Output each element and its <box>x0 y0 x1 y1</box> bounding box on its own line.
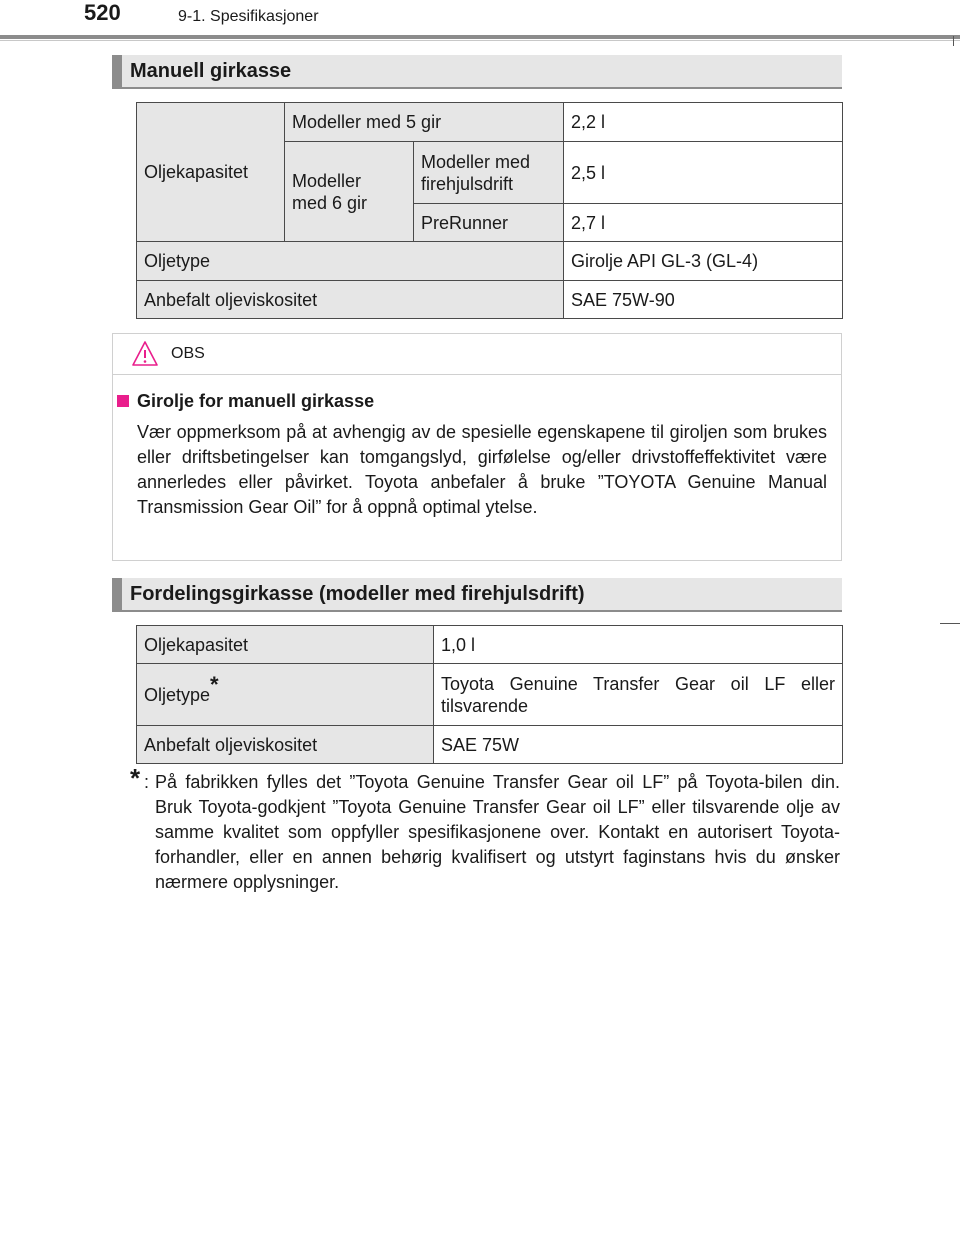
section-title-text: Manuell girkasse <box>130 60 292 82</box>
oil-capacity-label: Oljekapasitet <box>137 103 285 242</box>
notice-label: OBS <box>171 345 205 362</box>
viscosity-label: Anbefalt oljeviskositet <box>137 281 564 319</box>
chapter-title: 9-1. Spesifikasjoner <box>178 8 319 25</box>
tc-oil-capacity-label: Oljekapasitet <box>137 626 434 664</box>
manual-gearbox-table <box>136 102 843 319</box>
tc-oil-type-label: Oljetype <box>144 684 211 705</box>
awd-label: Modeller med firehjulsdrift <box>414 142 564 204</box>
tc-oil-type-cell <box>137 664 434 726</box>
tc-viscosity-label: Anbefalt oljeviskositet <box>137 726 434 764</box>
notice-text: Vær oppmerksom på at avhengig av de spesielle egenskapene til giroljen som brukes eller driftsbetingelser kan tomgangslyd, girfølelse og/eller drivstoffeffektivitet være annerledes eller påvirket. Toyota anbefaler å bruke ”TOYOTA Genuine Manual Transmission Gear Oil” for å oppnå optimal ytelse. <box>137 422 827 517</box>
footnote-colon: : <box>144 772 150 792</box>
prerunner-value: 2,7 l <box>564 204 843 242</box>
crop-mark <box>953 36 954 46</box>
section-title-manual-gearbox <box>112 55 842 89</box>
six-speed-label: Modeller med 6 gir <box>285 142 414 242</box>
oil-type-value: Girolje API GL-3 (GL-4) <box>564 242 843 281</box>
table-row <box>137 726 843 764</box>
footnote <box>130 763 840 895</box>
footnote-text: På fabrikken fylles det ”Toyota Genuine Transfer Gear oil LF” på Toyota-bilen din. Bruk Toyota-godkjent ”Toyota Genuine Transfer Gear oil LF” eller tilsvarende olje av samme kvalitet som oppfyller spesifikasjonene over. Kontakt en autorisert Toyota-forhandler, eller en annen behørig kvalifisert og utstyrt faginstans hvis du ønsker nærmere opplysninger. <box>155 772 840 892</box>
tc-oil-type-value: Toyota Genuine Transfer Gear oil LF eller tilsvarende <box>434 664 843 726</box>
table-row <box>137 664 843 726</box>
table-row <box>137 281 843 319</box>
section-title-text: Fordelingsgirkasse (modeller med firehjulsdrift) <box>130 583 585 605</box>
section-title-transfer-case <box>112 578 842 612</box>
table-row <box>137 626 843 664</box>
notice-header <box>113 334 841 375</box>
notice-box <box>112 333 842 561</box>
table-row <box>137 242 843 281</box>
five-speed-label: Modeller med 5 gir <box>285 103 564 142</box>
tc-viscosity-value: SAE 75W <box>434 726 843 764</box>
crop-mark <box>940 623 960 624</box>
warning-icon <box>131 340 159 368</box>
section-title-bar <box>112 55 122 87</box>
table-row <box>137 103 843 142</box>
transfer-case-table <box>136 625 843 764</box>
square-bullet-icon <box>117 395 129 407</box>
five-speed-value: 2,2 l <box>564 103 843 142</box>
awd-value: 2,5 l <box>564 142 843 204</box>
footnote-marker: * <box>210 671 219 697</box>
notice-subtitle: Girolje for manuell girkasse <box>137 391 375 411</box>
tc-oil-capacity-value: 1,0 l <box>434 626 843 664</box>
page-number: 520 <box>84 0 121 25</box>
header-rule-thin <box>0 40 960 41</box>
header-rule <box>0 35 960 39</box>
oil-type-label: Oljetype <box>137 242 564 281</box>
prerunner-label: PreRunner <box>414 204 564 242</box>
footnote-asterisk: * <box>130 763 141 793</box>
section-title-bar <box>112 578 122 610</box>
viscosity-value: SAE 75W-90 <box>564 281 843 319</box>
